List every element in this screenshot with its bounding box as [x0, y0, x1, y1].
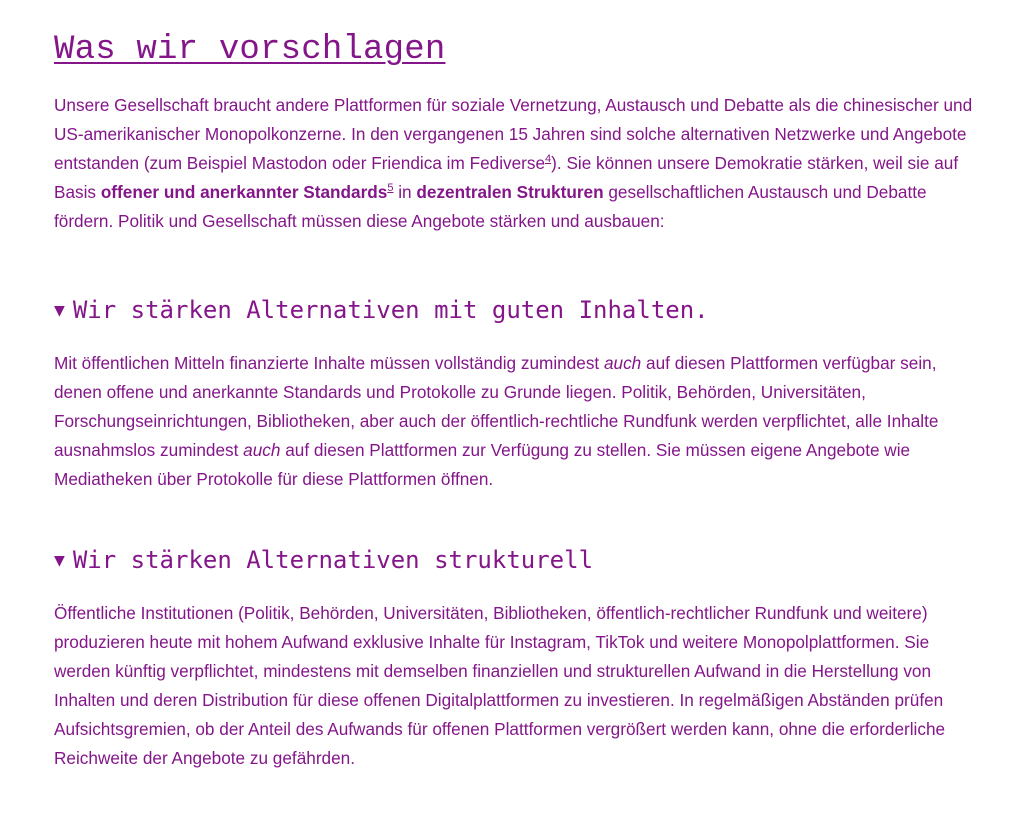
triangle-down-icon: ▼ — [54, 550, 65, 571]
triangle-down-icon: ▼ — [54, 300, 65, 321]
page-title: Was wir vorschlagen — [54, 31, 446, 69]
section-body-emphasis-2: auch — [243, 440, 281, 460]
section-toggle-strukturell[interactable] — [54, 545, 593, 576]
section-heading-label: Wir stärken Alternativen mit guten Inhalten. — [72, 296, 709, 324]
section-body-text-3: auf diesen Plattformen zur Verfügung zu stellen. Sie müssen eigene Angebote wie Mediatheken über Protokolle für diese Plattformen öffnen. — [54, 440, 911, 489]
intro-text-3: in — [393, 182, 417, 202]
section-body-strukturell: Öffentliche Institutionen (Politik, Behörden, Universitäten, Bibliotheken, öffentlich-rechtlicher Rundfunk und weitere) produzieren heute mit hohem Aufwand exklusive Inhalte für Instagram, TikTok und weitere Monopolplattformen. Sie werden künftig verpflichtet, mindestens mit demselben finanziellen und strukturellen Aufwand in die Herstellung von Inhalten und deren Distribution für diese offenen Digitalplattformen zu investieren. In regelmäßigen Abständen prüfen Aufsichtsgremien, ob der Anteil des Aufwands für offenen Plattformen vergrößert werden kann, ohne die erforderliche Reichweite der Angebote zu gefährden. — [54, 603, 946, 768]
footnote-link-5[interactable]: 5 — [387, 182, 394, 194]
section-body-emphasis-1: auch — [603, 353, 642, 373]
intro-bold-structures: dezentralen Strukturen — [416, 182, 604, 202]
intro-bold-standards: offener und anerkannter Standards — [100, 182, 388, 202]
intro-text-1: Unsere Gesellschaft braucht andere Plattformen für soziale Vernetzung, Austausch und Debatte als die chinesischer und US-amerikanischer Monopolkonzerne. In den vergangenen 15 Jahren sind solche alternativen Netzwerke und Angebote entstanden (zum Beispiel Mastodon oder Friendica im Fediverse — [54, 95, 973, 173]
section-heading-label: Wir stärken Alternativen strukturell — [72, 546, 594, 574]
section-body-text-2: auf diesen Plattformen verfügbar sein, denen offene und anerkannte Standards und Protokolle zu Grunde liegen. Politik, Behörden, Universitäten, Forschungseinrichtungen, Bibliotheken, aber auch der öffentlich-rechtliche Rundfunk werden verpflichtet, alle Inhalte ausnahmslos zumindest — [54, 353, 939, 460]
section-body-text-1: Mit öffentlichen Mitteln finanzierte Inhalte müssen vollständig zumindest — [54, 353, 604, 373]
intro-text-2: ). Sie können unsere Demokratie stärken, weil sie auf Basis — [54, 153, 959, 202]
intro-paragraph — [54, 91, 984, 236]
intro-text-4: gesellschaftlichen Austausch und Debatte fördern. Politik und Gesellschaft müssen diese Angebote stärken und ausbauen: — [54, 182, 927, 231]
section-body-inhalte — [54, 349, 984, 494]
section-toggle-inhalte[interactable] — [54, 295, 709, 326]
footnote-link-4[interactable]: 4 — [545, 153, 552, 165]
